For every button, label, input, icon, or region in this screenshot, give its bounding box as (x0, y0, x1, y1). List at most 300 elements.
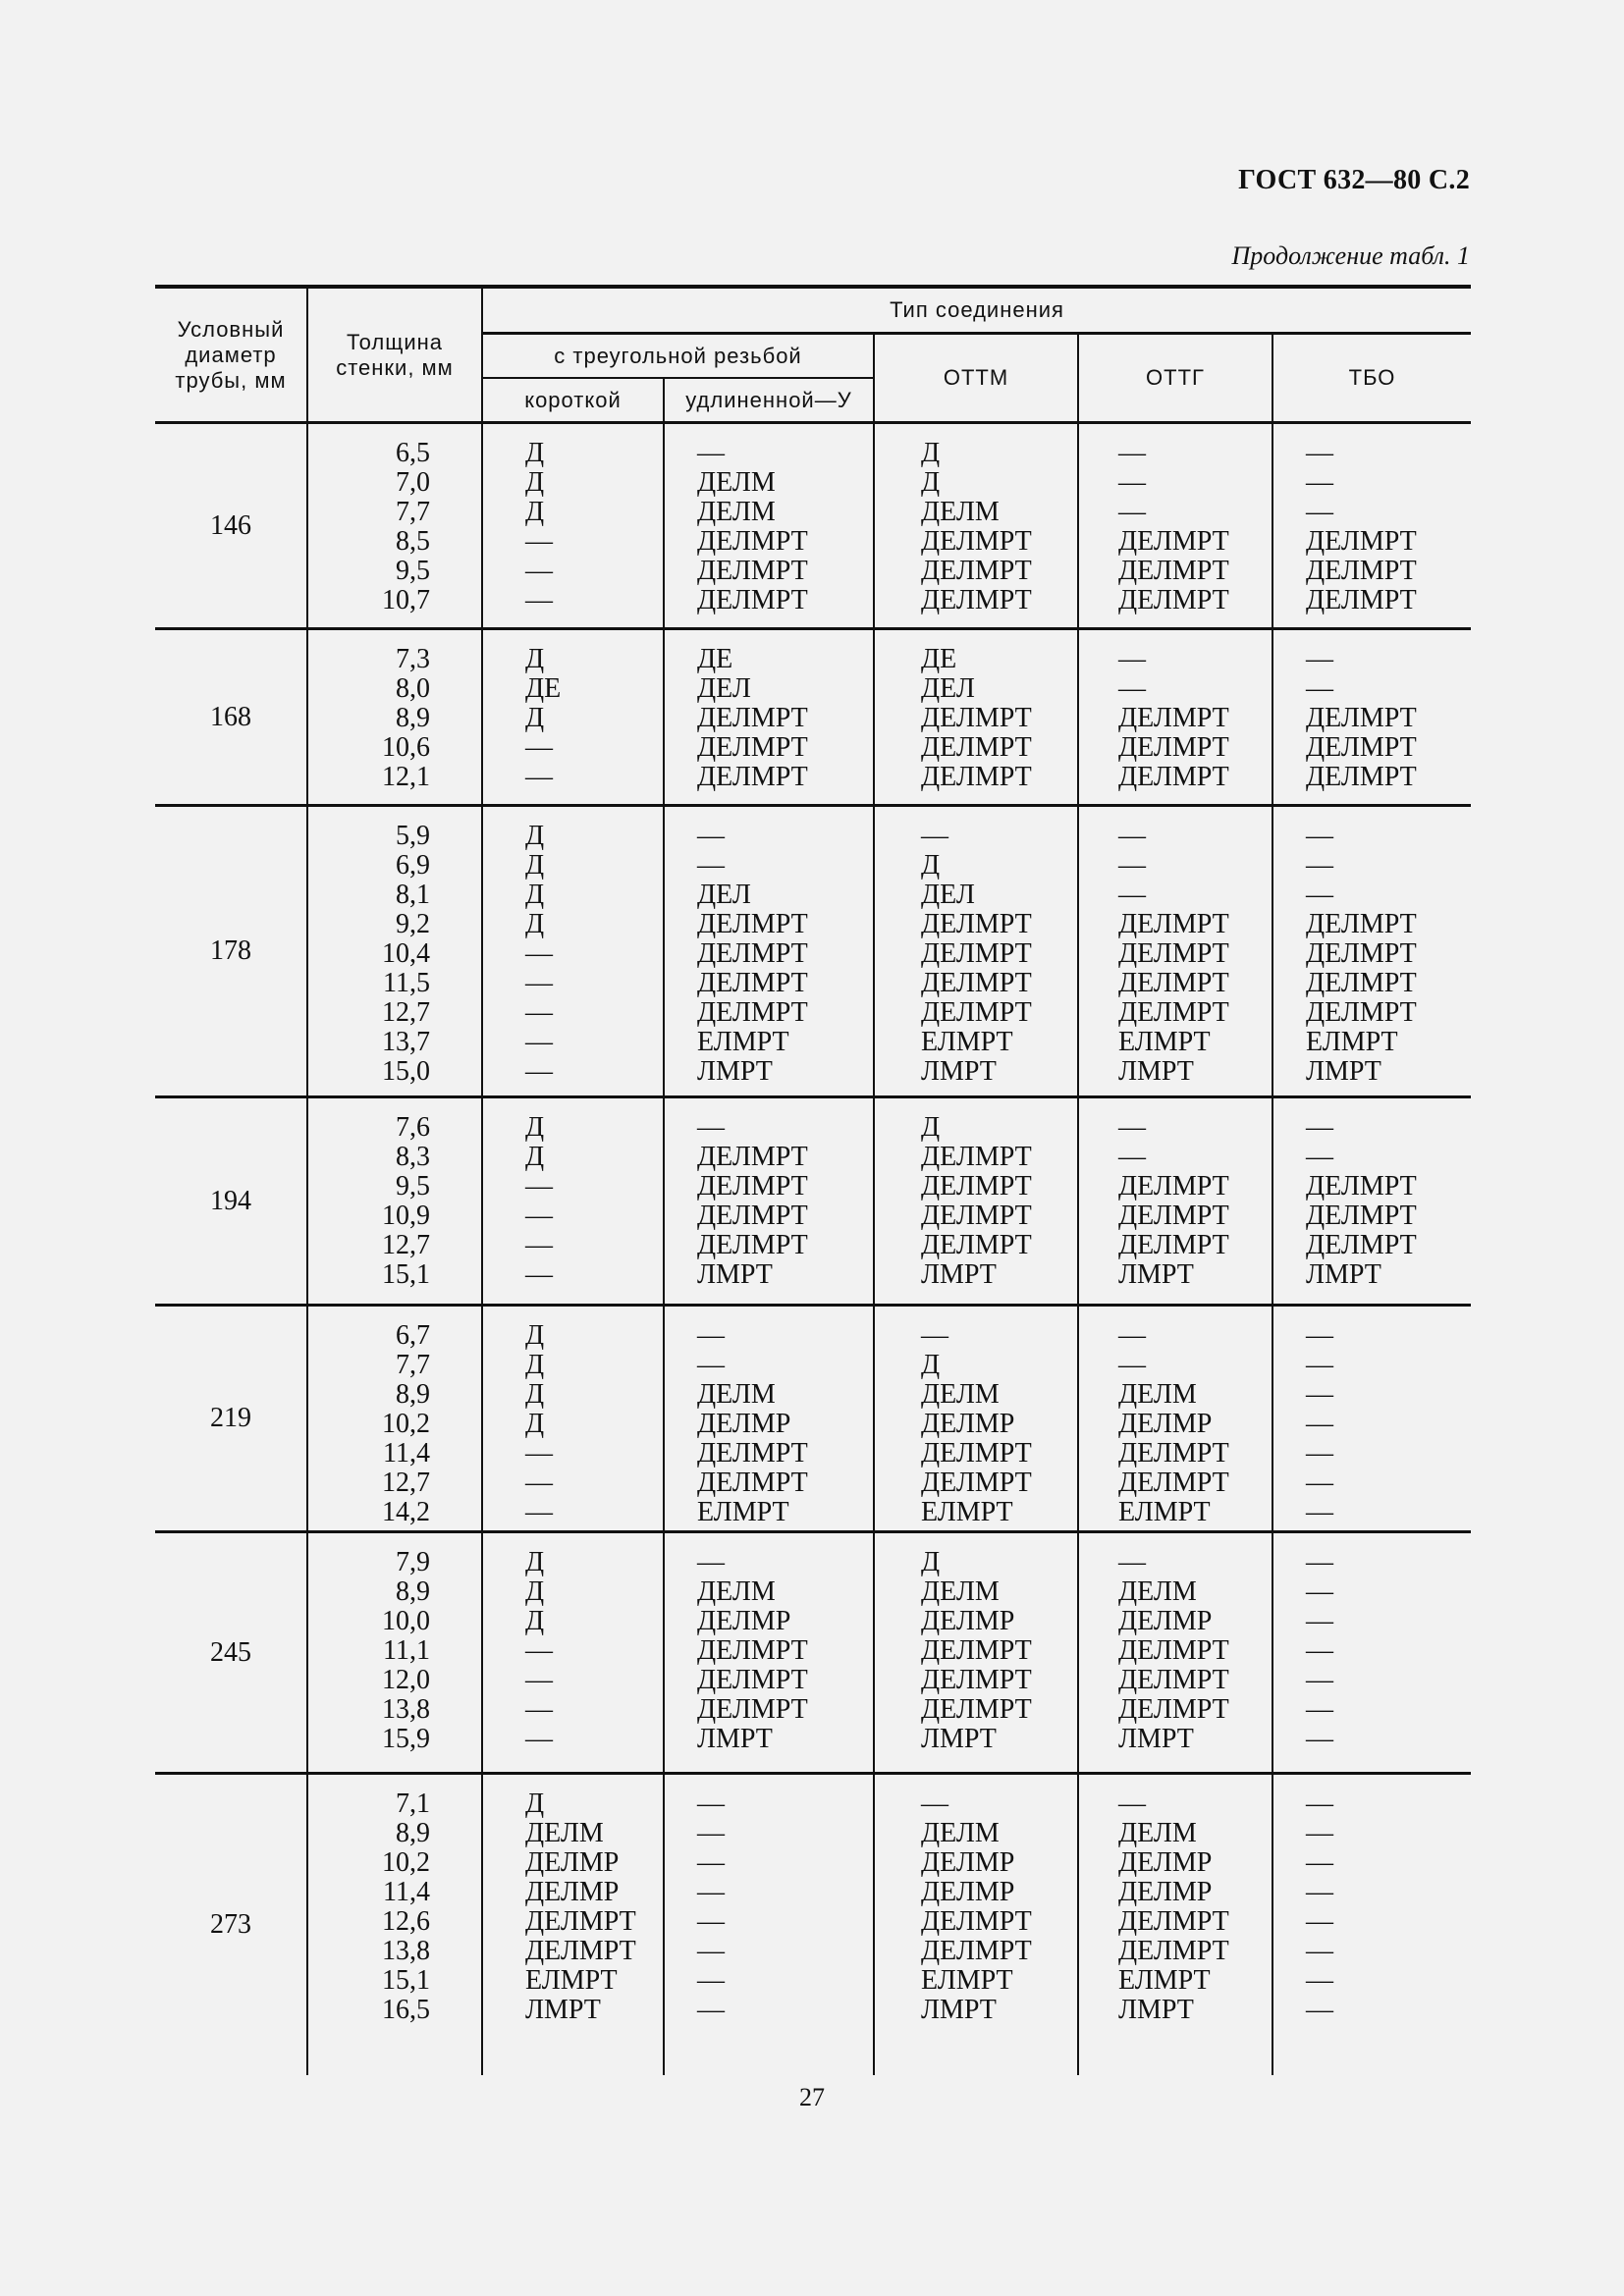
cell-value: — (525, 1724, 553, 1754)
cell-value: ДЕЛМРТ (921, 1201, 1032, 1231)
short-cell (482, 1774, 664, 2075)
ottm-cell (874, 1097, 1078, 1306)
cell-value: — (1306, 880, 1333, 910)
cell-value: — (1306, 1995, 1333, 2025)
cell-value: ДЕЛМРТ (1118, 1665, 1229, 1695)
cell-value: 8,9 (396, 1379, 430, 1410)
extended-cell (664, 1306, 874, 1532)
cell-value: — (1306, 850, 1333, 881)
cell-value: Д (525, 1112, 545, 1143)
ottg-cell (1078, 1532, 1272, 1774)
cell-value: ДЕЛМРТ (921, 1142, 1032, 1172)
cell-value: ЕЛМРТ (697, 1497, 789, 1527)
cell-value: ЛМРТ (921, 1724, 997, 1754)
cell-value: Д (525, 821, 545, 851)
cell-value: ДЕЛМРТ (697, 703, 808, 733)
cell-value: ДЕЛМРТ (921, 1438, 1032, 1468)
cell-value: ДЕЛМРТ (1306, 1230, 1417, 1260)
cell-value: — (1306, 1497, 1333, 1527)
cell-value: ДЕЛМРТ (697, 1635, 808, 1666)
cell-value: — (1306, 1409, 1333, 1439)
cell-value: 16,5 (382, 1995, 430, 2025)
cell-value: ДЕЛМРТ (697, 1230, 808, 1260)
cell-value: ДЕЛМР (525, 1877, 620, 1907)
short-cell (482, 806, 664, 1097)
short-cell (482, 1097, 664, 1306)
cell-value: 11,4 (383, 1438, 430, 1468)
cell-value: ДЕЛМРТ (1118, 585, 1229, 615)
cell-value: 7,3 (396, 644, 430, 674)
cell-value: — (525, 762, 553, 792)
cell-value: ДЕ (921, 644, 957, 674)
cell-value: — (697, 1112, 725, 1143)
cell-value: ЕЛМРТ (921, 1497, 1013, 1527)
cell-value: ДЕЛМР (921, 1847, 1015, 1878)
cell-value: ЛМРТ (921, 1995, 997, 2025)
cell-value: — (921, 821, 948, 851)
cell-value: ДЕЛМРТ (697, 526, 808, 557)
header-tbo: ТБО (1272, 334, 1471, 423)
cell-value: — (697, 1789, 725, 1819)
cell-value: — (525, 1259, 553, 1290)
cell-value: — (525, 1694, 553, 1725)
cell-value: — (1306, 821, 1333, 851)
cell-value: — (1306, 1635, 1333, 1666)
cell-value: ДЕЛМРТ (921, 1468, 1032, 1498)
cell-value: ДЕЛМРТ (1118, 1694, 1229, 1725)
cell-value: — (1306, 497, 1333, 527)
cell-value: — (525, 1056, 553, 1087)
cell-value: ДЕЛМР (921, 1877, 1015, 1907)
cell-value: ДЕЛМРТ (697, 938, 808, 969)
cell-value: ДЕЛМРТ (921, 732, 1032, 763)
cell-value: ДЕЛМРТ (697, 732, 808, 763)
cell-value: ДЕЛМРТ (1118, 1438, 1229, 1468)
cell-value: ДЕЛМРТ (921, 556, 1032, 586)
cell-value: — (525, 1230, 553, 1260)
table-row (155, 629, 1471, 806)
header-connection-type: Тип соединения (482, 287, 1471, 334)
cell-value: ДЕЛМ (697, 1576, 776, 1607)
cell-value: — (1306, 1468, 1333, 1498)
cell-value: ДЕЛМРТ (1306, 938, 1417, 969)
cell-value: ДЕЛМРТ (697, 909, 808, 939)
cell-value: — (697, 1995, 725, 2025)
cell-value: ДЕЛМРТ (921, 909, 1032, 939)
cell-value: ДЕЛМРТ (525, 1906, 636, 1937)
cell-value: — (1118, 467, 1146, 498)
cell-value: ЕЛМРТ (1118, 1965, 1211, 1996)
tbo-cell (1272, 1774, 1471, 2075)
cell-value: ДЕЛМРТ (921, 1665, 1032, 1695)
cell-value: — (1306, 1547, 1333, 1577)
wall-cell (307, 1774, 482, 2075)
cell-value: — (1118, 1320, 1146, 1351)
cell-value: ДЕЛМРТ (697, 585, 808, 615)
tbo-cell (1272, 806, 1471, 1097)
diameter-cell: 273 (155, 1774, 307, 2075)
short-cell (482, 1532, 664, 1774)
table-row (155, 806, 1471, 1097)
cell-value: ЛМРТ (697, 1724, 773, 1754)
diameter-cell: 146 (155, 423, 307, 629)
cell-value: 10,2 (382, 1409, 430, 1439)
cell-value: ДЕЛМРТ (1118, 1635, 1229, 1666)
cell-value: 8,9 (396, 703, 430, 733)
cell-value: ДЕЛМРТ (1118, 1468, 1229, 1498)
cell-value: ЛМРТ (525, 1995, 601, 2025)
cell-value: 8,9 (396, 1576, 430, 1607)
cell-value: ДЕЛМР (1118, 1877, 1213, 1907)
cell-value: — (697, 1350, 725, 1380)
cell-value: ДЕЛМР (1118, 1847, 1213, 1878)
cell-value: ДЕЛМРТ (921, 1694, 1032, 1725)
ottg-cell (1078, 1774, 1272, 2075)
header-wall-thickness: Толщина стенки, мм (307, 287, 482, 423)
cell-value: — (1118, 1350, 1146, 1380)
cell-value: ДЕЛМ (921, 497, 1000, 527)
table-row (155, 1532, 1471, 1774)
header-ottm: ОТТМ (874, 334, 1078, 423)
cell-value: ЛМРТ (921, 1259, 997, 1290)
cell-value: 13,7 (382, 1027, 430, 1057)
cell-value: — (525, 585, 553, 615)
cell-value: Д (525, 1409, 545, 1439)
cell-value: — (1306, 1438, 1333, 1468)
cell-value: Д (921, 1112, 941, 1143)
cell-value: ДЕЛМРТ (1118, 1906, 1229, 1937)
diameter-cell: 178 (155, 806, 307, 1097)
cell-value: ЛМРТ (697, 1056, 773, 1087)
cell-value: ДЕЛМРТ (921, 585, 1032, 615)
cell-value: ДЕЛМРТ (697, 1665, 808, 1695)
cell-value: 15,0 (382, 1056, 430, 1087)
cell-value: — (1118, 673, 1146, 704)
cell-value: ДЕЛМРТ (921, 1635, 1032, 1666)
cell-value: ДЕЛМРТ (1306, 585, 1417, 615)
cell-value: ЛМРТ (1306, 1259, 1381, 1290)
table-row (155, 423, 1471, 629)
cell-value: — (1306, 1320, 1333, 1351)
cell-value: ДЕЛМРТ (921, 526, 1032, 557)
cell-value: ДЕЛМРТ (525, 1936, 636, 1966)
cell-value: ДЕЛМРТ (921, 1171, 1032, 1201)
cell-value: 15,1 (382, 1965, 430, 1996)
cell-value: ДЕ (525, 673, 562, 704)
cell-value: ДЕ (697, 644, 733, 674)
cell-value: ДЕЛМРТ (697, 1201, 808, 1231)
ottm-cell (874, 1306, 1078, 1532)
cell-value: 10,6 (382, 732, 430, 763)
cell-value: — (1306, 1877, 1333, 1907)
extended-cell (664, 1532, 874, 1774)
cell-value: Д (525, 497, 545, 527)
cell-value: ДЕЛМРТ (697, 1468, 808, 1498)
cell-value: 15,1 (382, 1259, 430, 1290)
cell-value: — (1306, 1576, 1333, 1607)
cell-value: 8,3 (396, 1142, 430, 1172)
diameter-group (155, 1532, 1471, 1774)
cell-value: — (1306, 1965, 1333, 1996)
cell-value: ДЕЛМ (1118, 1379, 1197, 1410)
cell-value: ДЕЛМРТ (1306, 997, 1417, 1028)
cell-value: — (1306, 1379, 1333, 1410)
ottg-cell (1078, 1306, 1272, 1532)
cell-value: ДЕЛМР (525, 1847, 620, 1878)
ottm-cell (874, 629, 1078, 806)
cell-value: ДЕЛМРТ (1306, 556, 1417, 586)
cell-value: ЛМРТ (1306, 1056, 1381, 1087)
cell-value: ДЕЛМ (697, 497, 776, 527)
cell-value: ДЕЛМ (921, 1379, 1000, 1410)
cell-value: Д (921, 467, 941, 498)
cell-value: 8,0 (396, 673, 430, 704)
cell-value: ДЕЛМРТ (1118, 703, 1229, 733)
cell-value: ДЕЛМ (697, 1379, 776, 1410)
cell-value: ДЕЛ (921, 880, 975, 910)
cell-value: ДЕЛМРТ (1306, 732, 1417, 763)
diameter-group (155, 1774, 1471, 2075)
cell-value: — (525, 1665, 553, 1695)
cell-value: 11,1 (383, 1635, 430, 1666)
cell-value: Д (525, 644, 545, 674)
cell-value: ДЕЛМРТ (1118, 1230, 1229, 1260)
cell-value: ДЕЛМ (525, 1818, 604, 1848)
cell-value: — (1118, 644, 1146, 674)
cell-value: 11,4 (383, 1877, 430, 1907)
cell-value: — (697, 1965, 725, 1996)
cell-value: ДЕЛМРТ (1306, 526, 1417, 557)
cell-value: 13,8 (382, 1694, 430, 1725)
cell-value: ДЕЛМРТ (697, 1438, 808, 1468)
cell-value: Д (525, 438, 545, 468)
cell-value: 12,7 (382, 1468, 430, 1498)
cell-value: — (525, 556, 553, 586)
diameter-group (155, 629, 1471, 806)
cell-value: — (1118, 1789, 1146, 1819)
diameter-group (155, 806, 1471, 1097)
cell-value: — (525, 968, 553, 998)
cell-value: Д (921, 1350, 941, 1380)
tbo-cell (1272, 1532, 1471, 1774)
diameter-cell: 219 (155, 1306, 307, 1532)
cell-value: ДЕЛМРТ (697, 997, 808, 1028)
cell-value: 7,9 (396, 1547, 430, 1577)
cell-value: ДЕЛМРТ (921, 997, 1032, 1028)
cell-value: 13,8 (382, 1936, 430, 1966)
cell-value: 12,7 (382, 1230, 430, 1260)
cell-value: — (1306, 1350, 1333, 1380)
cell-value: — (697, 1320, 725, 1351)
cell-value: ДЕЛ (697, 673, 751, 704)
cell-value: — (525, 938, 553, 969)
cell-value: ДЕЛМРТ (921, 1230, 1032, 1260)
cell-value: 9,5 (396, 556, 430, 586)
cell-value: ДЕЛМР (697, 1409, 791, 1439)
cell-value: ДЕЛМ (921, 1818, 1000, 1848)
cell-value: — (1306, 1606, 1333, 1636)
cell-value: ДЕЛМР (921, 1409, 1015, 1439)
cell-value: Д (525, 850, 545, 881)
cell-value: ДЕЛМРТ (1118, 1201, 1229, 1231)
cell-value: — (1306, 1906, 1333, 1937)
cell-value: — (525, 1438, 553, 1468)
cell-value: ЕЛМРТ (921, 1965, 1013, 1996)
cell-value: — (1306, 1665, 1333, 1695)
cell-value: — (1306, 1789, 1333, 1819)
cell-value: 10,9 (382, 1201, 430, 1231)
cell-value: 12,0 (382, 1665, 430, 1695)
cell-value: ДЕЛМРТ (1118, 968, 1229, 998)
cell-value: ДЕЛМР (921, 1606, 1015, 1636)
cell-value: ДЕЛМРТ (697, 556, 808, 586)
cell-value: — (1118, 850, 1146, 881)
cell-value: — (1306, 1818, 1333, 1848)
cell-value: 12,7 (382, 997, 430, 1028)
wall-cell (307, 629, 482, 806)
cell-value: ДЕЛМРТ (921, 1936, 1032, 1966)
cell-value: — (1118, 1112, 1146, 1143)
cell-value: 8,1 (396, 880, 430, 910)
table-row (155, 1097, 1471, 1306)
cell-value: Д (525, 1379, 545, 1410)
cell-value: — (1306, 644, 1333, 674)
table-row (155, 1774, 1471, 2075)
cell-value: 7,7 (396, 497, 430, 527)
diameter-group (155, 1097, 1471, 1306)
header-short: короткой (482, 378, 664, 423)
ottg-cell (1078, 423, 1272, 629)
cell-value: 8,5 (396, 526, 430, 557)
cell-value: Д (525, 1320, 545, 1351)
cell-value: ЛМРТ (1118, 1995, 1194, 2025)
cell-value: ЛМРТ (1118, 1724, 1194, 1754)
cell-value: — (1118, 1547, 1146, 1577)
cell-value: ДЕЛМРТ (697, 1694, 808, 1725)
cell-value: Д (525, 1576, 545, 1607)
cell-value: — (921, 1320, 948, 1351)
diameter-cell: 168 (155, 629, 307, 806)
cell-value: ДЕЛМРТ (1306, 1201, 1417, 1231)
cell-value: ДЕЛМРТ (697, 1171, 808, 1201)
cell-value: ДЕЛМРТ (1118, 732, 1229, 763)
ottg-cell (1078, 629, 1272, 806)
cell-value: ДЕЛМРТ (1306, 1171, 1417, 1201)
cell-value: — (1118, 438, 1146, 468)
extended-cell (664, 806, 874, 1097)
cell-value: ЛМРТ (921, 1056, 997, 1087)
cell-value: 10,2 (382, 1847, 430, 1878)
cell-value: ДЕЛМ (1118, 1576, 1197, 1607)
tbo-cell (1272, 1097, 1471, 1306)
cell-value: ДЕЛМР (1118, 1409, 1213, 1439)
cell-value: — (697, 821, 725, 851)
cell-value: — (1306, 1142, 1333, 1172)
extended-cell (664, 1774, 874, 2075)
cell-value: ЛМРТ (1118, 1056, 1194, 1087)
cell-value: ДЕЛМРТ (697, 1142, 808, 1172)
short-cell (482, 1306, 664, 1532)
cell-value: ЕЛМРТ (697, 1027, 789, 1057)
cell-value: — (1306, 1694, 1333, 1725)
cell-value: — (525, 1497, 553, 1527)
cell-value: ЕЛМРТ (1118, 1497, 1211, 1527)
cell-value: ДЕЛ (697, 880, 751, 910)
cell-value: — (525, 997, 553, 1028)
cell-value: — (1306, 1936, 1333, 1966)
cell-value: 10,0 (382, 1606, 430, 1636)
wall-cell (307, 1532, 482, 1774)
cell-value: ДЕЛ (921, 673, 975, 704)
cell-value: — (697, 1818, 725, 1848)
cell-value: 6,5 (396, 438, 430, 468)
cell-value: 7,0 (396, 467, 430, 498)
cell-value: ДЕЛМРТ (1118, 556, 1229, 586)
cell-value: 10,7 (382, 585, 430, 615)
cell-value: 9,5 (396, 1171, 430, 1201)
extended-cell (664, 629, 874, 806)
cell-value: ДЕЛМРТ (1118, 526, 1229, 557)
ottg-cell (1078, 806, 1272, 1097)
cell-value: ЛМРТ (697, 1259, 773, 1290)
cell-value: ДЕЛМРТ (1118, 1936, 1229, 1966)
ottg-cell (1078, 1097, 1272, 1306)
cell-value: ДЕЛМ (697, 467, 776, 498)
header-ottg: ОТТГ (1078, 334, 1272, 423)
cell-value: ДЕЛМ (1118, 1818, 1197, 1848)
cell-value: Д (525, 1142, 545, 1172)
cell-value: ДЕЛМРТ (697, 762, 808, 792)
cell-value: ЕЛМРТ (921, 1027, 1013, 1057)
cell-value: 12,6 (382, 1906, 430, 1937)
cell-value: — (1118, 880, 1146, 910)
cell-value: Д (525, 1350, 545, 1380)
cell-value: — (1118, 497, 1146, 527)
cell-value: Д (525, 1606, 545, 1636)
cell-value: 7,1 (396, 1789, 430, 1819)
cell-value: ДЕЛМРТ (921, 1906, 1032, 1937)
tbo-cell (1272, 629, 1471, 806)
ottm-cell (874, 1532, 1078, 1774)
cell-value: ДЕЛМРТ (1118, 909, 1229, 939)
cell-value: 12,1 (382, 762, 430, 792)
short-cell (482, 629, 664, 806)
cell-value: ДЕЛМ (921, 1576, 1000, 1607)
cell-value: Д (921, 1547, 941, 1577)
table-row (155, 1306, 1471, 1532)
cell-value: — (697, 1847, 725, 1878)
cell-value: 15,9 (382, 1724, 430, 1754)
cell-value: — (525, 1171, 553, 1201)
cell-value: ДЕЛМРТ (1306, 762, 1417, 792)
cell-value: — (697, 1906, 725, 1937)
cell-value: ДЕЛМРТ (921, 703, 1032, 733)
cell-value: — (525, 1201, 553, 1231)
cell-value: Д (921, 438, 941, 468)
tbo-cell (1272, 423, 1471, 629)
cell-value: 8,9 (396, 1818, 430, 1848)
ottm-cell (874, 1774, 1078, 2075)
cell-value: ДЕЛМРТ (1118, 997, 1229, 1028)
wall-cell (307, 806, 482, 1097)
cell-value: ДЕЛМРТ (1306, 968, 1417, 998)
cell-value: 14,2 (382, 1497, 430, 1527)
cell-value: — (1118, 821, 1146, 851)
diameter-cell: 194 (155, 1097, 307, 1306)
cell-value: ЕЛМРТ (1118, 1027, 1211, 1057)
cell-value: — (697, 850, 725, 881)
wall-cell (307, 423, 482, 629)
